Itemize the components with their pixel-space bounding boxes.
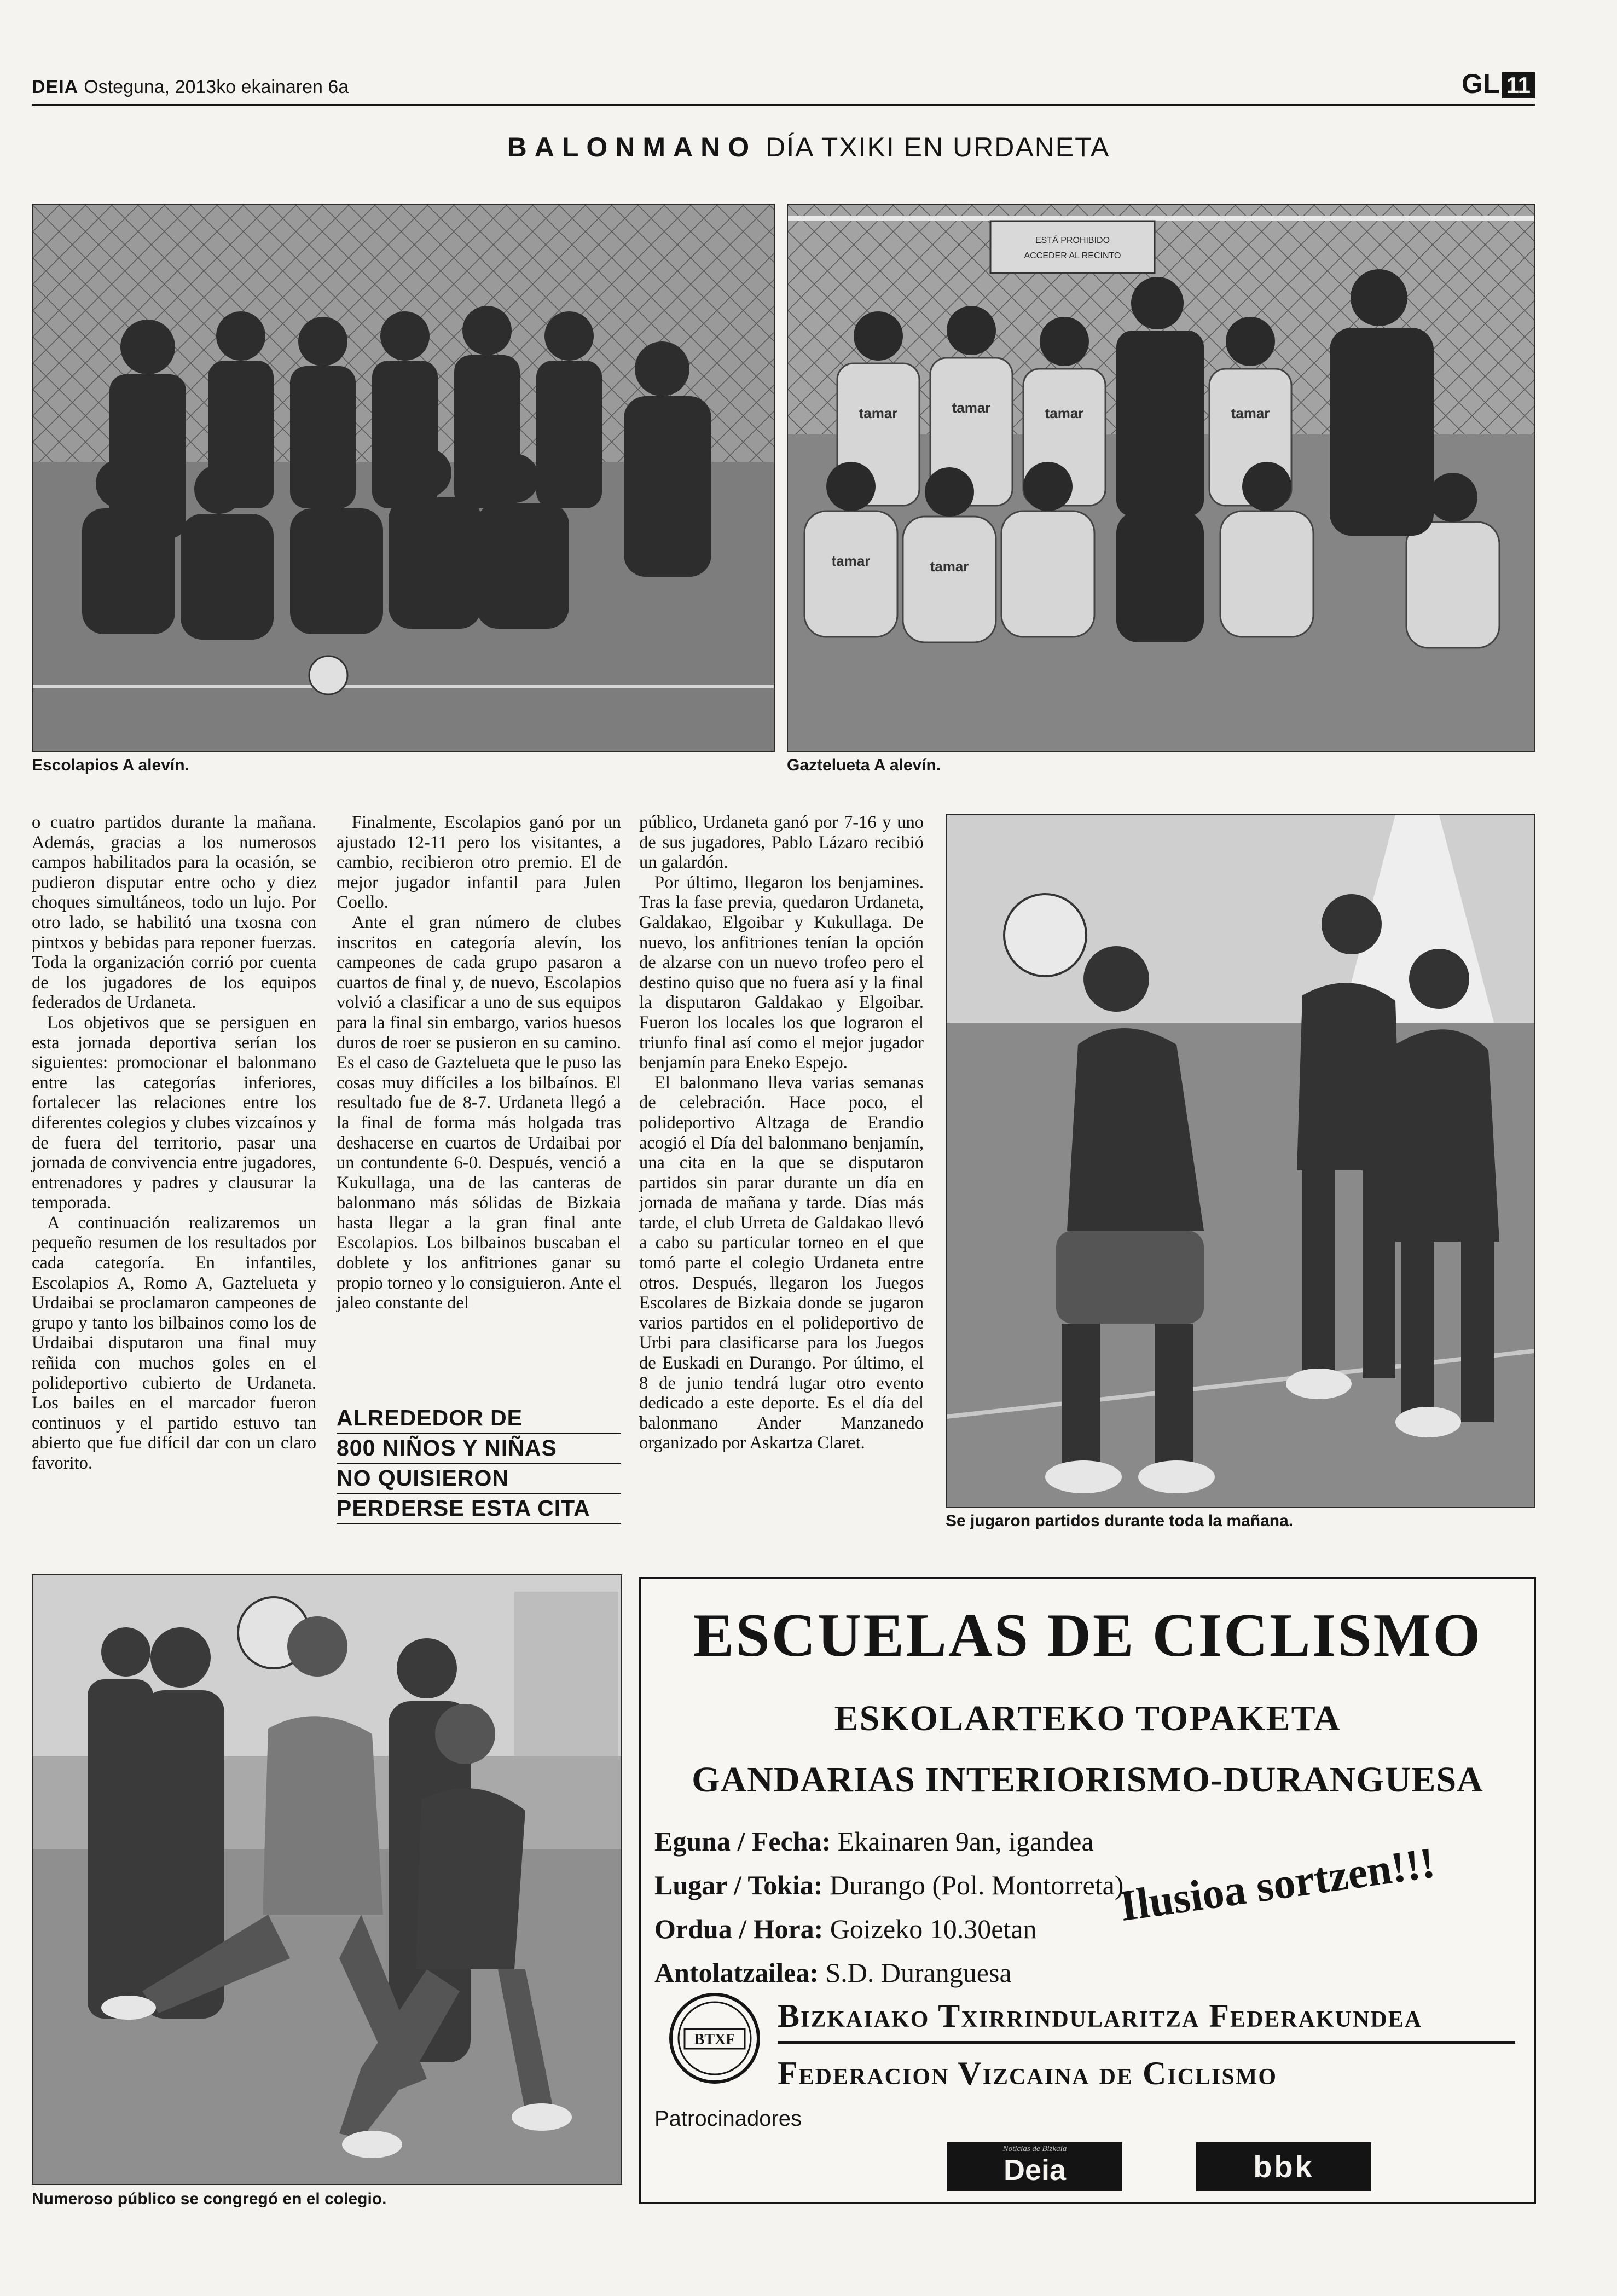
ad-row-label: Lugar / Tokia: [654,1870,823,1900]
sponsors-label: Patrocinadores [654,2107,802,2131]
page-number-block [1462,68,1535,100]
ad-row-time [654,1907,1123,1951]
federation-name-eu: Bizkaiako Txirrindularitza Federakundea [778,1998,1423,2034]
article-paragraph: Por último, llegaron los benjamines. Tras la fase previa, quedaron Urdaneta, Galdakao, Elgoibar y Kukullaga. De nuevo, los anfitriones tenían la opción de alzarse con un nuevo trofeo pero el destino quiso que no fuera así y la final la disputaron Galdakao y Elgoibar. Fueron los locales los que lograron el triunfo final así como el mejor jugador benjamín para Eneko Espejo. [639,872,924,1073]
header-rule [32,104,1535,106]
caption-gaztelueta: Gaztelueta A alevín. [787,756,941,774]
pullquote-line: 800 NIÑOS Y NIÑAS [337,1434,621,1464]
article-paragraph: A continuación realizaremos un pequeño resumen de los resultados por cada categoría. En infantiles, Escolapios A, Romo A, Gaztelueta y Urdaibai se proclamaron campeones de grupo y tanto los bilbainos como los de Urdaibai disputaron una final muy reñida con muchos goles en el polideportivo cubierto de Urdaneta. Los bailes en el marcador fueron continuos y el partido estuvo tan abierto que fue difícil dar con un claro favorito. [32,1213,316,1473]
sponsor-bbk-logo: bbk [1196,2142,1371,2191]
caption-match: Se jugaron partidos durante toda la mañana. [946,1512,1294,1530]
ad-title: ESCUELAS DE CICLISMO [693,1602,1482,1669]
cycling-advertisement [639,1577,1536,2204]
photo-gaztelueta-team [787,204,1535,752]
section-kicker: BALONMANO [507,132,757,163]
pullquote-line: PERDERSE ESTA CITA [337,1494,621,1524]
federation-rule [778,2041,1515,2044]
photo-match-action [946,814,1535,1508]
article-column-3 [639,813,924,1453]
ad-slogan: Ilusioa sortzen!!! [1117,1839,1438,1931]
ad-details [654,1819,1123,1994]
section-code: GL [1462,68,1500,99]
pullquote [337,1404,621,1524]
ad-row-value: Ekainaren 9an, igandea [837,1826,1094,1857]
ad-subtitle: ESKOLARTEKO TOPAKETA [834,1698,1341,1738]
ad-row-label: Eguna / Fecha: [654,1826,831,1857]
ad-row-label: Ordua / Hora: [654,1914,824,1944]
federation-logo-icon [668,1992,761,2085]
article-headline: DÍA TXIKI EN URDANETA [766,132,1110,163]
section-title [0,131,1617,163]
caption-public: Numeroso público se congregó en el colegio. [32,2190,387,2208]
svg-text:tamar: tamar [930,558,969,575]
ad-event: GANDARIAS INTERIORISMO-DURANGUESA [692,1760,1483,1800]
pullquote-line: NO QUISIERON [337,1464,621,1494]
sponsor-deia-name: Deia [1003,2154,1067,2187]
article-paragraph: El balonmano lleva varias semanas de celebración. Hace poco, el polideportivo Altzaga de Erandio acogió el Día del balonmano benjamín, una cita en la que se disputaron partidos sin parar durante un día en jornada de mañana y tarde. Días más tarde, el club Urreta de Galdakao llevó a cabo su particular torneo en el que tomó parte el colegio Urdaneta entre otros. Después, llegaron los Juegos Escolares de Bizkaia donde se jugaron varios partidos en el polideportivo de Urbi para clasificarse para los Juegos de Euskadi en Durango. Por último, el 8 de junio tendrá lugar otro evento dedicado a este deporte. Es el día del balonmano Ander Manzanedo organizado por Askartza Claret. [639,1072,924,1453]
article-column-1 [32,813,316,1474]
caption-escolapios: Escolapios A alevín. [32,756,189,774]
ad-row-place [654,1863,1123,1907]
federation-name-es: Federacion Vizcaina de Ciclismo [778,2055,1277,2091]
sign-text: ESTÁ PROHIBIDO [1035,236,1110,245]
svg-text:tamar: tamar [831,553,871,569]
sponsor-deia-tagline: Noticias de Bizkaia [1002,2144,1067,2153]
article-paragraph: público, Urdaneta ganó por 7-16 y uno de sus jugadores, Pablo Lázaro recibió un galardón. [639,813,924,873]
article-paragraph: o cuatro partidos durante la mañana. Además, gracias a los numerosos campos habilitados para la ocasión, se pudieron disputar entre ocho y diez choques simultáneos, todo un lujo. Por otro lado, se habilitó una txosna con pintxos y bebidas para reponer fuerzas. Toda la organización corrió por cuenta de los jugadores de los equipos federados de Urdaneta. [32,813,316,1013]
svg-text:tamar: tamar [1045,405,1084,421]
ad-row-label: Antolatzailea: [654,1957,819,1988]
ad-row-organizer [654,1951,1123,1994]
article-column-2 [337,813,621,1313]
svg-text:tamar: tamar [859,405,898,421]
svg-text:ACCEDER AL RECINTO: ACCEDER AL RECINTO [1024,251,1121,260]
article-paragraph: Los objetivos que se persiguen en esta jornada deportiva serían los siguientes: promocionar el balonmano entre las categorías inferiores, fortalecer las relaciones entre los diferentes colegios y clubes vizcaínos y de fuera del territorio, pasar una jornada de convivencia entre jugadores, entrenadores y padres y clausurar la temporada. [32,1012,316,1213]
photo-public-crowd [32,1574,622,2185]
page-number: 11 [1502,72,1535,98]
photo-escolapios-team [32,204,775,752]
article-paragraph: Ante el gran número de clubes inscritos en categoría alevín, los campeones de cada grupo pasaron a cuartos de final y, de nuevo, Escolapios volvió a clasificar a uno de sus equipos para la final sin embargo, varios huesos duros de roer se pusieron en su camino. Es el caso de Gaztelueta que le puso las cosas muy difíciles a los bilbaínos. El resultado fue de 8-7. Urdaneta llegó a la final de forma más holgada tras deshacerse en cuartos de Urdaibai por un contundente 6-0. Después, venció a Kukullaga, una de las canteras de balonmano más sólidas de Bizkaia hasta llegar a la gran final ante Escolapios. Los bilbainos buscaban el doblete y los anfitriones ganar su propio torneo y lo consiguieron. Ante el jaleo constante del [337,912,621,1313]
ad-row-value: Durango (Pol. Montorreta) [830,1870,1124,1900]
issue-date: Osteguna, 2013ko ekainaren 6a [84,77,349,97]
ad-row-value: Goizeko 10.30etan [830,1914,1037,1944]
article-paragraph: Finalmente, Escolapios ganó por un ajustado 12-11 pero los visitantes, a cambio, recibieron otro premio. El de mejor jugador infantil para Julen Coello. [337,813,621,913]
page-header [32,77,349,98]
pullquote-line: ALREDEDOR DE [337,1404,621,1434]
svg-text:tamar: tamar [952,399,991,416]
svg-text:tamar: tamar [1231,405,1270,421]
sponsor-deia-logo [947,2142,1122,2191]
ad-row-value: S.D. Duranguesa [825,1957,1012,1988]
logo-text: BTXF [694,2031,735,2048]
brand-logo: DEIA [32,77,79,97]
ad-row-date [654,1819,1123,1863]
